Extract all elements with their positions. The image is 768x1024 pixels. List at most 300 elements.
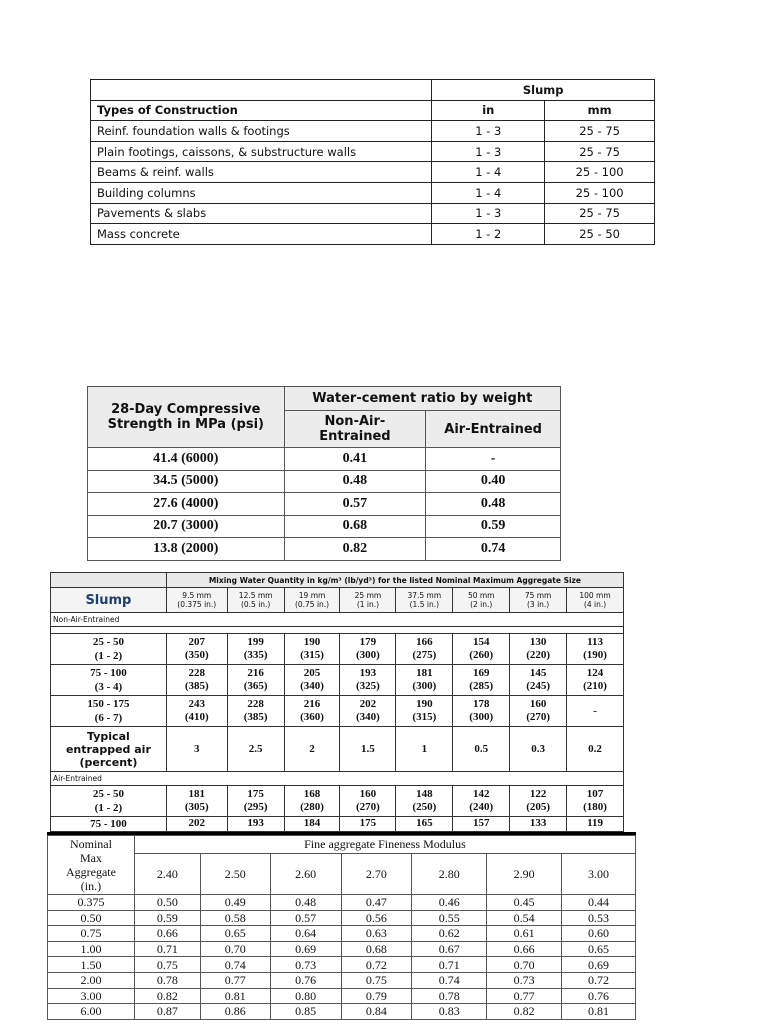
non-air-ratio: 0.57 (284, 493, 426, 516)
value-us: (270) (526, 711, 551, 723)
table-row (91, 162, 655, 183)
slump-mm: 25 - 50 (92, 788, 124, 800)
slump-group-header: Slump (432, 80, 655, 101)
ratio-value: 0.78 (134, 972, 200, 988)
size-mm: 12.5 mm (238, 591, 273, 600)
aggregate-size: 1.50 (48, 957, 135, 973)
ratio-value: 0.77 (487, 988, 562, 1004)
value-us: (280) (300, 801, 324, 813)
table-row (48, 957, 636, 973)
ratio-value: 0.50 (134, 895, 200, 911)
slump-mm: 25 - 75 (545, 141, 655, 162)
slump-in: (1 - 2) (94, 802, 123, 814)
slump-in: 1 - 3 (432, 121, 545, 142)
slump-mm: 25 - 75 (545, 203, 655, 224)
construction-type: Plain footings, caissons, & substructure walls (91, 141, 432, 162)
water-value (340, 786, 396, 817)
fineness-modulus-header: Fine aggregate Fineness Modulus (134, 836, 635, 854)
size-in: (4 in.) (583, 600, 607, 609)
value-us: (180) (583, 801, 607, 813)
slump-range (51, 665, 167, 696)
value-us: (210) (583, 680, 607, 692)
ratio-value: 0.73 (487, 972, 562, 988)
value-us: (300) (469, 711, 494, 723)
value-si: 175 (247, 788, 264, 800)
slump-in: (6 - 7) (94, 712, 123, 724)
table-row (91, 121, 655, 142)
slump-mm: 25 - 100 (545, 182, 655, 203)
ratio-value: 0.71 (412, 957, 487, 973)
strength-value: 27.6 (4000) (88, 493, 285, 516)
slump-mm: 75 - 100 (90, 667, 127, 679)
water-value: 175 (340, 817, 396, 832)
strength-value: 20.7 (3000) (88, 515, 285, 538)
table-row (91, 224, 655, 245)
value-si: 122 (529, 788, 547, 800)
ratio-value: 0.69 (562, 957, 636, 973)
slump-table (90, 79, 655, 245)
value-us: (300) (356, 649, 380, 661)
value-si: 160 (359, 788, 377, 800)
water-value (396, 696, 453, 727)
aggregate-size: 3.00 (48, 988, 135, 1004)
value-si: 179 (359, 636, 377, 648)
water-value (510, 634, 567, 665)
value-si: 181 (188, 788, 206, 800)
ratio-value: 0.60 (562, 926, 636, 942)
value-si: 107 (586, 788, 604, 800)
ratio-value: 0.68 (341, 941, 412, 957)
aggregate-size-header (340, 588, 396, 613)
aggregate-size: 0.50 (48, 910, 135, 926)
value-si: 202 (359, 698, 377, 710)
value-us: (250) (412, 801, 437, 813)
ratio-value: 0.64 (270, 926, 341, 942)
construction-type: Pavements & slabs (91, 203, 432, 224)
strength-value: 13.8 (2000) (88, 538, 285, 561)
value-us: (240) (469, 801, 494, 813)
slump-header: Slump (51, 588, 167, 613)
aggregate-size-header (227, 588, 284, 613)
construction-type: Beams & reinf. walls (91, 162, 432, 183)
construction-type: Mass concrete (91, 224, 432, 245)
value-us: (220) (526, 649, 551, 661)
table-row (48, 926, 636, 942)
strength-value: 41.4 (6000) (88, 448, 285, 471)
aggregate-size: 2.00 (48, 972, 135, 988)
air-ratio: 0.40 (426, 470, 561, 493)
slump-mm: 75 - 100 (51, 817, 167, 832)
ratio-value: 0.84 (341, 1004, 412, 1020)
value-si: 190 (303, 636, 321, 648)
size-in: (0.5 in.) (240, 600, 271, 609)
slump-range (51, 786, 167, 817)
value-us: (410) (184, 711, 209, 723)
ratio-value: 0.87 (134, 1004, 200, 1020)
non-air-header-line1: Non-Air- (324, 414, 386, 429)
value-us: (340) (300, 680, 324, 692)
slump-mm: 25 - 50 (92, 636, 124, 648)
entrapped-line3: (percent) (79, 755, 138, 769)
water-value (284, 786, 340, 817)
entrapped-air-value: 0.5 (453, 727, 510, 772)
slump-mm: 25 - 75 (545, 121, 655, 142)
ratio-value: 0.71 (134, 941, 200, 957)
ratio-value: 0.45 (487, 895, 562, 911)
ratio-value: 0.77 (200, 972, 270, 988)
table-row (48, 988, 636, 1004)
ratio-value: 0.54 (487, 910, 562, 926)
size-mm: 25 mm (354, 591, 382, 600)
ratio-value: 0.46 (412, 895, 487, 911)
water-value (453, 786, 510, 817)
value-si: 148 (416, 788, 433, 800)
ratio-value: 0.44 (562, 895, 636, 911)
table-row (51, 634, 624, 665)
value-us: (295) (243, 801, 268, 813)
section-non-air-entrained: Non-Air-Entrained (51, 613, 624, 627)
non-air-ratio: 0.82 (284, 538, 426, 561)
water-value: 157 (453, 817, 510, 832)
entrapped-air-value: 1.5 (340, 727, 396, 772)
water-value: 184 (284, 817, 340, 832)
water-value: 165 (396, 817, 453, 832)
ratio-value: 0.80 (270, 988, 341, 1004)
strength-header-line2: Strength in MPa (psi) (107, 417, 264, 432)
nominal-max-aggregate-header (48, 836, 135, 895)
value-us: (385) (184, 680, 209, 692)
entrapped-air-value: 2.5 (227, 727, 284, 772)
table-row (51, 727, 624, 772)
size-in: (2 in.) (470, 600, 493, 609)
entrapped-line1: Typical (87, 729, 130, 743)
ratio-value: 0.66 (134, 926, 200, 942)
value-si: 145 (529, 667, 547, 679)
ratio-value: 0.59 (134, 910, 200, 926)
aggregate-size: 0.375 (48, 895, 135, 911)
ratio-value: 0.62 (412, 926, 487, 942)
ratio-value: 0.74 (412, 972, 487, 988)
value-si: 228 (247, 698, 264, 710)
aggregate-size: 0.75 (48, 926, 135, 942)
ratio-value: 0.65 (200, 926, 270, 942)
value-si: 190 (416, 698, 433, 710)
air-ratio: 0.48 (426, 493, 561, 516)
water-value (284, 696, 340, 727)
slump-in: 1 - 2 (432, 224, 545, 245)
value-us: (245) (526, 680, 551, 692)
value-si: 169 (472, 667, 490, 679)
ratio-value: 0.86 (200, 1004, 270, 1020)
water-value (227, 634, 284, 665)
water-value (453, 634, 510, 665)
slump-in: (3 - 4) (94, 681, 123, 693)
mixing-water-caption: Mixing Water Quantity in kg/m³ (lb/yd³) for the listed Nominal Maximum Aggregate Size (166, 573, 623, 588)
table-row (88, 538, 561, 561)
ratio-value: 0.53 (562, 910, 636, 926)
value-us: (300) (412, 680, 437, 692)
table-row (48, 895, 636, 911)
col-mm: mm (545, 100, 655, 121)
slump-mm: 25 - 50 (545, 224, 655, 245)
table-row (48, 910, 636, 926)
modulus-value: 2.80 (412, 854, 487, 895)
value-us: (205) (526, 801, 551, 813)
value-us: (190) (583, 649, 607, 661)
value-us: (260) (469, 649, 494, 661)
ratio-value: 0.58 (200, 910, 270, 926)
non-air-ratio: 0.41 (284, 448, 426, 471)
aggregate-size: 1.00 (48, 941, 135, 957)
table-row (51, 817, 624, 832)
ratio-value: 0.57 (270, 910, 341, 926)
ratio-value: 0.66 (487, 941, 562, 957)
water-value (453, 696, 510, 727)
size-in: (0.375 in.) (177, 600, 217, 609)
slump-range (51, 634, 167, 665)
water-value (166, 786, 227, 817)
ratio-value: 0.73 (270, 957, 341, 973)
entrapped-air-value: 1 (396, 727, 453, 772)
value-us: (325) (356, 680, 380, 692)
value-si: 166 (416, 636, 433, 648)
water-value (166, 665, 227, 696)
value-si: 154 (472, 636, 490, 648)
non-air-header-line2: Entrained (319, 429, 391, 444)
construction-type: Reinf. foundation walls & footings (91, 121, 432, 142)
ratio-value: 0.81 (200, 988, 270, 1004)
water-value (567, 665, 624, 696)
water-value (396, 634, 453, 665)
value-us: (275) (412, 649, 437, 661)
table-row (48, 972, 636, 988)
col-in: in (432, 100, 545, 121)
size-mm: 75 mm (524, 591, 552, 600)
value-si: 181 (416, 667, 433, 679)
slump-in: 1 - 3 (432, 141, 545, 162)
value-us: (335) (243, 649, 268, 661)
ratio-value: 0.82 (134, 988, 200, 1004)
table-row (51, 786, 624, 817)
water-value (567, 696, 624, 727)
ratio-value: 0.67 (412, 941, 487, 957)
air-entrained-header: Air-Entrained (426, 411, 561, 448)
value-si: 168 (303, 788, 321, 800)
size-mm: 19 mm (298, 591, 326, 600)
value-us: (385) (243, 711, 268, 723)
ratio-value: 0.49 (200, 895, 270, 911)
size-mm: 37.5 mm (407, 591, 442, 600)
table-row (48, 1004, 636, 1020)
slump-mm: 150 - 175 (87, 698, 130, 710)
table-row (51, 696, 624, 727)
water-value (340, 696, 396, 727)
ratio-value: 0.75 (134, 957, 200, 973)
table-row (88, 515, 561, 538)
table-row (88, 448, 561, 471)
entrapped-air-label (51, 727, 167, 772)
ratio-value: 0.85 (270, 1004, 341, 1020)
mixing-water-table (50, 572, 624, 832)
aggregate-size-header (510, 588, 567, 613)
value-si: 216 (247, 667, 264, 679)
water-value (166, 696, 227, 727)
value-si: 193 (359, 667, 377, 679)
table-row (91, 182, 655, 203)
value-si: 124 (586, 667, 604, 679)
ratio-value: 0.83 (412, 1004, 487, 1020)
water-value: 193 (227, 817, 284, 832)
value-us: (270) (356, 801, 380, 813)
value-si: 243 (188, 698, 206, 710)
value-us: (315) (300, 649, 324, 661)
value-si: 216 (303, 698, 321, 710)
table-row (88, 470, 561, 493)
value-us: (365) (243, 680, 268, 692)
slump-in: 1 - 4 (432, 182, 545, 203)
strength-value: 34.5 (5000) (88, 470, 285, 493)
fineness-modulus-table (47, 835, 636, 1020)
water-value (284, 634, 340, 665)
aggregate-size: 6.00 (48, 1004, 135, 1020)
water-value (510, 696, 567, 727)
aggregate-size-header (567, 588, 624, 613)
value-si: 160 (529, 698, 547, 710)
water-value (567, 786, 624, 817)
size-mm: 100 mm (579, 591, 611, 600)
nominal-line1: Nominal (69, 837, 112, 851)
size-in: (3 in.) (526, 600, 550, 609)
water-value (453, 665, 510, 696)
air-ratio: 0.59 (426, 515, 561, 538)
value-us: (315) (412, 711, 437, 723)
aggregate-size-header (396, 588, 453, 613)
value-si: 228 (188, 667, 206, 679)
water-value (166, 634, 227, 665)
ratio-value: 0.69 (270, 941, 341, 957)
value-us: (350) (184, 649, 209, 661)
value-si: 142 (472, 788, 490, 800)
modulus-value: 2.60 (270, 854, 341, 895)
value-si: 130 (529, 636, 547, 648)
ratio-value: 0.81 (562, 1004, 636, 1020)
entrapped-air-value: 0.3 (510, 727, 567, 772)
nominal-line3: Aggregate (65, 865, 116, 879)
ratio-value: 0.72 (341, 957, 412, 973)
ratio-value: 0.70 (487, 957, 562, 973)
slump-range (51, 696, 167, 727)
size-mm: 9.5 mm (182, 591, 212, 600)
section-air-entrained: Air-Entrained (51, 772, 624, 786)
aggregate-size-header (284, 588, 340, 613)
water-value (340, 634, 396, 665)
aggregate-size-header (453, 588, 510, 613)
ratio-value: 0.74 (200, 957, 270, 973)
table-row (88, 493, 561, 516)
slump-in: (1 - 2) (94, 650, 123, 662)
water-value (567, 634, 624, 665)
value-us: (285) (469, 680, 494, 692)
size-in: (0.75 in.) (294, 600, 330, 609)
value-si: 199 (247, 636, 264, 648)
ratio-value: 0.47 (341, 895, 412, 911)
ratio-header: Water-cement ratio by weight (284, 387, 560, 411)
ratio-value: 0.78 (412, 988, 487, 1004)
strength-header (88, 387, 285, 448)
ratio-value: 0.76 (562, 988, 636, 1004)
ratio-value: 0.70 (200, 941, 270, 957)
water-value (227, 696, 284, 727)
value-us: (340) (356, 711, 380, 723)
slump-in: 1 - 4 (432, 162, 545, 183)
entrapped-air-value: 0.2 (567, 727, 624, 772)
water-value (396, 786, 453, 817)
entrapped-line2: entrapped air (65, 742, 151, 756)
strength-header-line1: 28-Day Compressive (111, 402, 261, 417)
slump-mm: 25 - 100 (545, 162, 655, 183)
air-ratio: 0.74 (426, 538, 561, 561)
air-ratio: - (426, 448, 561, 471)
ratio-value: 0.48 (270, 895, 341, 911)
water-cement-ratio-table (87, 386, 561, 561)
ratio-value: 0.65 (562, 941, 636, 957)
value-si: 207 (188, 636, 206, 648)
water-value (510, 786, 567, 817)
water-value (227, 786, 284, 817)
value-us: (305) (184, 801, 209, 813)
aggregate-size-header (166, 588, 227, 613)
size-mm: 50 mm (467, 591, 495, 600)
ratio-value: 0.61 (487, 926, 562, 942)
nominal-line2: Max (79, 851, 102, 865)
size-in: (1 in.) (356, 600, 380, 609)
ratio-value: 0.56 (341, 910, 412, 926)
size-in: (1.5 in.) (409, 600, 440, 609)
slump-in: 1 - 3 (432, 203, 545, 224)
ratio-value: 0.75 (341, 972, 412, 988)
ratio-value: 0.72 (562, 972, 636, 988)
modulus-value: 2.40 (134, 854, 200, 895)
ratio-value: 0.82 (487, 1004, 562, 1020)
value-si: 205 (303, 667, 321, 679)
modulus-value: 2.50 (200, 854, 270, 895)
water-value (284, 665, 340, 696)
col-types-of-construction: Types of Construction (91, 100, 432, 121)
modulus-value: 2.70 (341, 854, 412, 895)
ratio-value: 0.55 (412, 910, 487, 926)
value-si: 113 (587, 636, 603, 648)
non-air-entrained-header (284, 411, 426, 448)
nominal-line4: (in.) (80, 879, 102, 893)
ratio-value: 0.63 (341, 926, 412, 942)
ratio-value: 0.76 (270, 972, 341, 988)
water-value (510, 665, 567, 696)
table-row (51, 665, 624, 696)
water-value: 119 (567, 817, 624, 832)
non-air-ratio: 0.48 (284, 470, 426, 493)
construction-type: Building columns (91, 182, 432, 203)
modulus-value: 3.00 (562, 854, 636, 895)
entrapped-air-value: 3 (166, 727, 227, 772)
value-si: 178 (472, 698, 490, 710)
table-row (91, 141, 655, 162)
table-row (48, 941, 636, 957)
value-us: (360) (300, 711, 324, 723)
table-row (91, 203, 655, 224)
non-air-ratio: 0.68 (284, 515, 426, 538)
water-value (340, 665, 396, 696)
water-value: 133 (510, 817, 567, 832)
